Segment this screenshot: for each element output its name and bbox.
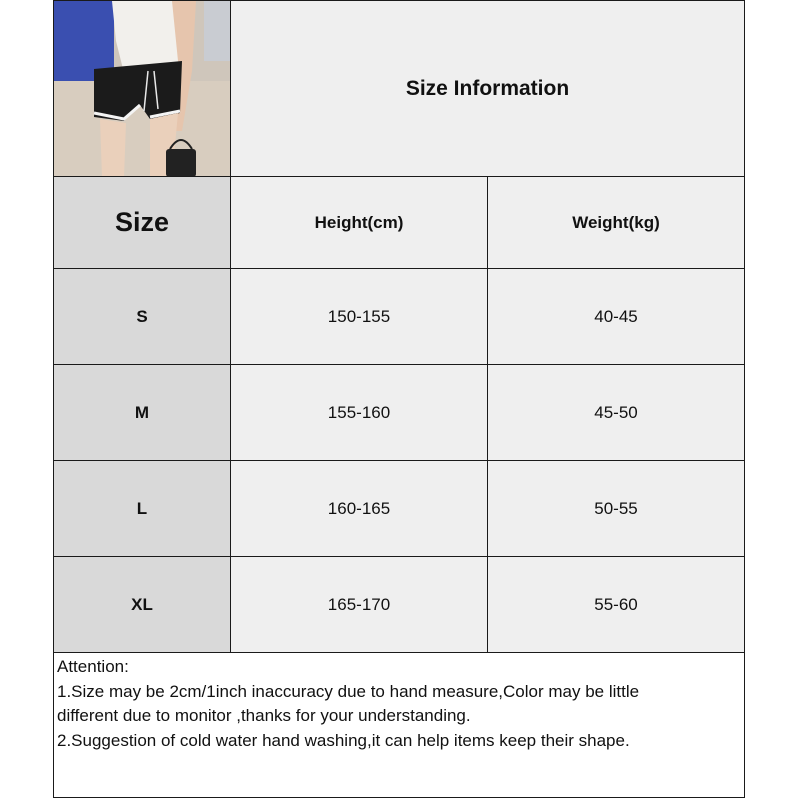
- size-cell: L: [54, 461, 231, 556]
- table-header-row: [54, 177, 744, 269]
- size-table: [54, 177, 744, 653]
- attention-notes: [54, 653, 744, 755]
- notes-line: 1.Size may be 2cm/1inch inaccuracy due to hand measure,Color may be little: [57, 681, 640, 701]
- size-cell: S: [54, 269, 231, 364]
- table-row: [54, 365, 744, 461]
- height-cell: 150-155: [231, 269, 488, 364]
- height-cell: 160-165: [231, 461, 488, 556]
- notes-line: different due to monitor ,thanks for your understanding.: [57, 706, 471, 725]
- size-chart: [53, 0, 745, 798]
- size-cell: XL: [54, 557, 231, 652]
- page-title: Size Information: [405, 76, 570, 100]
- table-row: [54, 557, 744, 653]
- notes-heading: Attention:: [57, 657, 129, 676]
- table-row: [54, 461, 744, 557]
- height-cell: 155-160: [231, 365, 488, 460]
- model-image: [54, 1, 230, 177]
- size-cell: M: [54, 365, 231, 460]
- weight-cell: 50-55: [488, 461, 744, 556]
- weight-cell: 45-50: [488, 365, 744, 460]
- notes-line: 2.Suggestion of cold water hand washing,it can help items keep their shape.: [57, 730, 630, 750]
- header-height: Height(cm): [231, 177, 488, 268]
- header-size: Size: [54, 177, 231, 268]
- table-row: [54, 269, 744, 365]
- title-cell: [231, 1, 744, 177]
- product-photo: [54, 1, 231, 177]
- weight-cell: 40-45: [488, 269, 744, 364]
- header-weight: Weight(kg): [488, 177, 744, 268]
- height-cell: 165-170: [231, 557, 488, 652]
- weight-cell: 55-60: [488, 557, 744, 652]
